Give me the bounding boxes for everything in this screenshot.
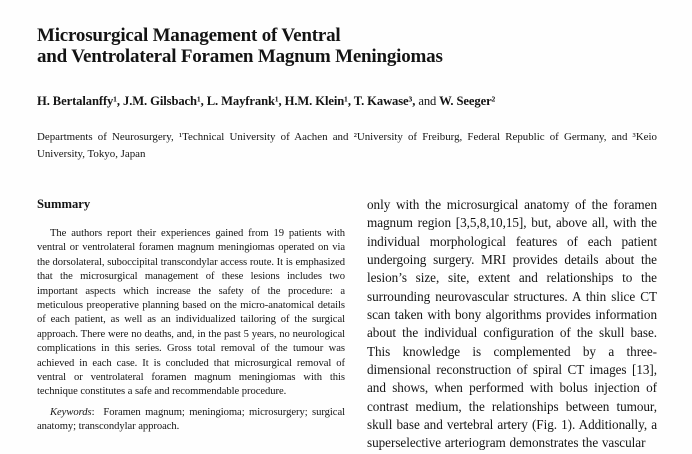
column-gap [345,197,367,453]
summary-column [37,197,345,453]
author-last: W. Seeger² [439,94,496,108]
keywords-paragraph [37,406,345,435]
keywords-label: Keywords [50,406,92,418]
authors-main: H. Bertalanffy¹, J.M. Gilsbach¹, L. Mayfrank¹, H.M. Klein¹, T. Kawase³, [37,94,416,108]
body-paragraph: only with the microsurgical anatomy of the foramen magnum region [3,5,8,10,15], but, above all, with the individual morphological features of each patient undergoing surgery. MRI provides details about the lesion’s size, site, extent and relationships to the surrounding neurovascular structures. A thin slice CT scan taken with bony algorithms provides information about the individual configuration of the skull base. This knowledge is complemented by a three-dimensional reconstruction of spiral CT images [13], and shows, when performed with bolus injection of contrast medium, the relationships between tumour, skull base and vertebral artery (Fig. 1). Additionally, a superselective arteriogram demonstrates the vascular [367,197,657,451]
authors-line [37,94,657,109]
body-text-column [367,197,657,453]
title-line-1: Microsurgical Management of Ventral [37,25,341,46]
summary-paragraph: The authors report their experiences gained from 19 patients with ventral or ventrolateral foramen magnum meningiomas operated on via the dorsolateral, suboccipital transcondylar access route. It is emphasized that the microsurgical management of these lesions includes two important aspects which increase the safety of the procedure: a meticulous preoperative planning based on the micro-anatomical details of each patient, as well as an individualized tailoring of the surgical approach. There were no deaths, and, in the past 5 years, no neurological complications in this series. Gross total removal of the tumour was achieved in each case. It is concluded that microsurgical removal of ventral or ventrolateral foramen magnum meningiomas with this technique constitutes a safe and recommendable procedure. [37,228,345,398]
summary-heading: Summary [37,197,91,211]
title-line-2: and Ventrolateral Foramen Magnum Meningiomas [37,46,443,67]
authors-connector: and [418,94,437,108]
two-column-body [37,197,657,453]
affiliation-line: Departments of Neurosurgery, ¹Technical University of Aachen and ²University of Freiburg, Federal Republic of Germany, and ³Keio University, Tokyo, Japan [37,131,657,160]
keywords-text: : Foramen magnum; meningioma; microsurgery; surgical anatomy; transcondylar approach. [37,406,345,433]
page-title [37,25,657,67]
